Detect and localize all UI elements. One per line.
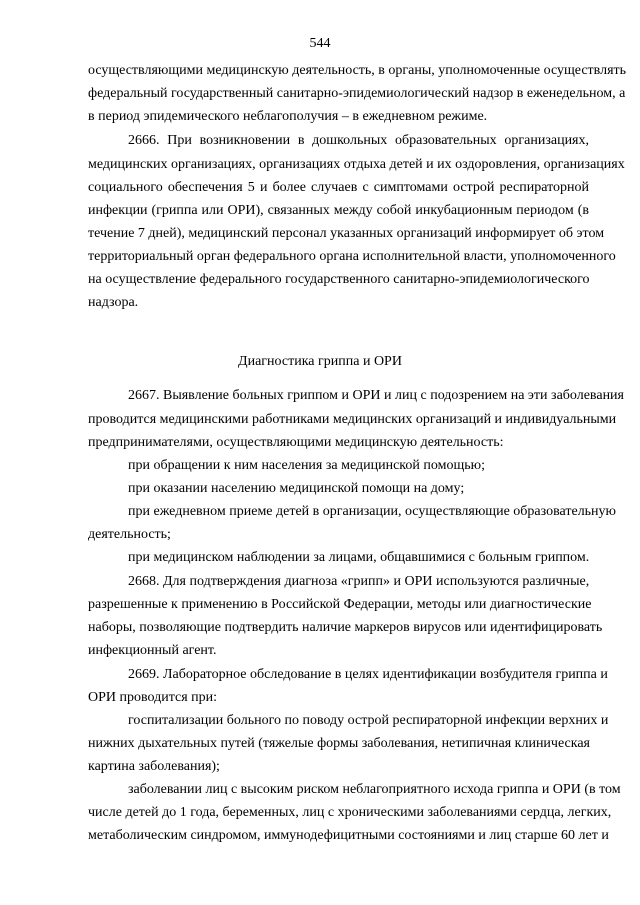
text-line: социального обеспечения 5 и более случаев с симптомами острой респираторной [88,180,589,195]
section-heading: Диагностика гриппа и ОРИ [238,354,402,369]
text-line: деятельность; [88,527,171,542]
text-line: при медицинском наблюдении за лицами, общавшимися с больным гриппом. [128,550,590,565]
text-line: картина заболевания); [88,759,220,774]
page-number: 544 [309,36,331,51]
text-line: инфекции (гриппа или ОРИ), связанных между собой инкубационным периодом (в [88,203,589,218]
text-line: течение 7 дней), медицинский персонал указанных организаций информирует об этом [88,226,605,241]
text-line: при обращении к ним населения за медицинской помощью; [128,458,485,473]
text-line: медицинских организациях, организациях отдыха детей и их оздоровления, организациях [88,157,625,172]
text-line: осуществляющими медицинскую деятельность, в органы, уполномоченные осуществлять [88,63,627,78]
text-line: 2668. Для подтверждения диагноза «грипп» и ОРИ используются различные, [128,574,590,589]
text-line: надзора. [88,295,139,310]
text-line: разрешенные к применению в Российской Федерации, методы или диагностические [88,597,592,612]
text-line: наборы, позволяющие подтвердить наличие маркеров вирусов или идентифицировать [88,620,603,635]
text-line: заболевании лиц с высоким риском неблагоприятного исхода гриппа и ОРИ (в том [128,782,621,797]
text-line: проводится медицинскими работниками медицинских организаций и индивидуальными [88,412,617,427]
text-line: предпринимателями, осуществляющими медицинскую деятельность: [88,435,504,450]
text-line: 2669. Лабораторное обследование в целях идентификации возбудителя гриппа и [128,667,608,682]
text-line: ОРИ проводится при: [88,690,218,705]
text-line: на осуществление федерального государственного санитарно-эпидемиологического [88,272,590,287]
text-line: федеральный государственный санитарно-эпидемиологический надзор в еженедельном, а [88,86,626,101]
text-line: числе детей до 1 года, беременных, лиц с хроническими заболеваниями сердца, легких, [88,805,612,820]
text-line: в период эпидемического неблагополучия – в ежедневном режиме. [88,109,488,124]
text-line: инфекционный агент. [88,643,217,658]
text-line: территориальный орган федерального органа исполнительной власти, уполномоченного [88,249,616,264]
text-line: нижних дыхательных путей (тяжелые формы заболевания, нетипичная клиническая [88,736,590,751]
text-line: метаболическим синдромом, иммунодефицитными состояниями и лиц старше 60 лет и [88,828,609,843]
text-line: госпитализации больного по поводу острой респираторной инфекции верхних и [128,713,609,728]
text-line: при ежедневном приеме детей в организации, осуществляющие образовательную [128,504,617,519]
text-line: 2667. Выявление больных гриппом и ОРИ и лиц с подозрением на эти заболевания [128,388,624,403]
text-line: при оказании населению медицинской помощи на дому; [128,481,465,496]
text-line: 2666. При возникновении в дошкольных образовательных организациях, [128,133,589,148]
